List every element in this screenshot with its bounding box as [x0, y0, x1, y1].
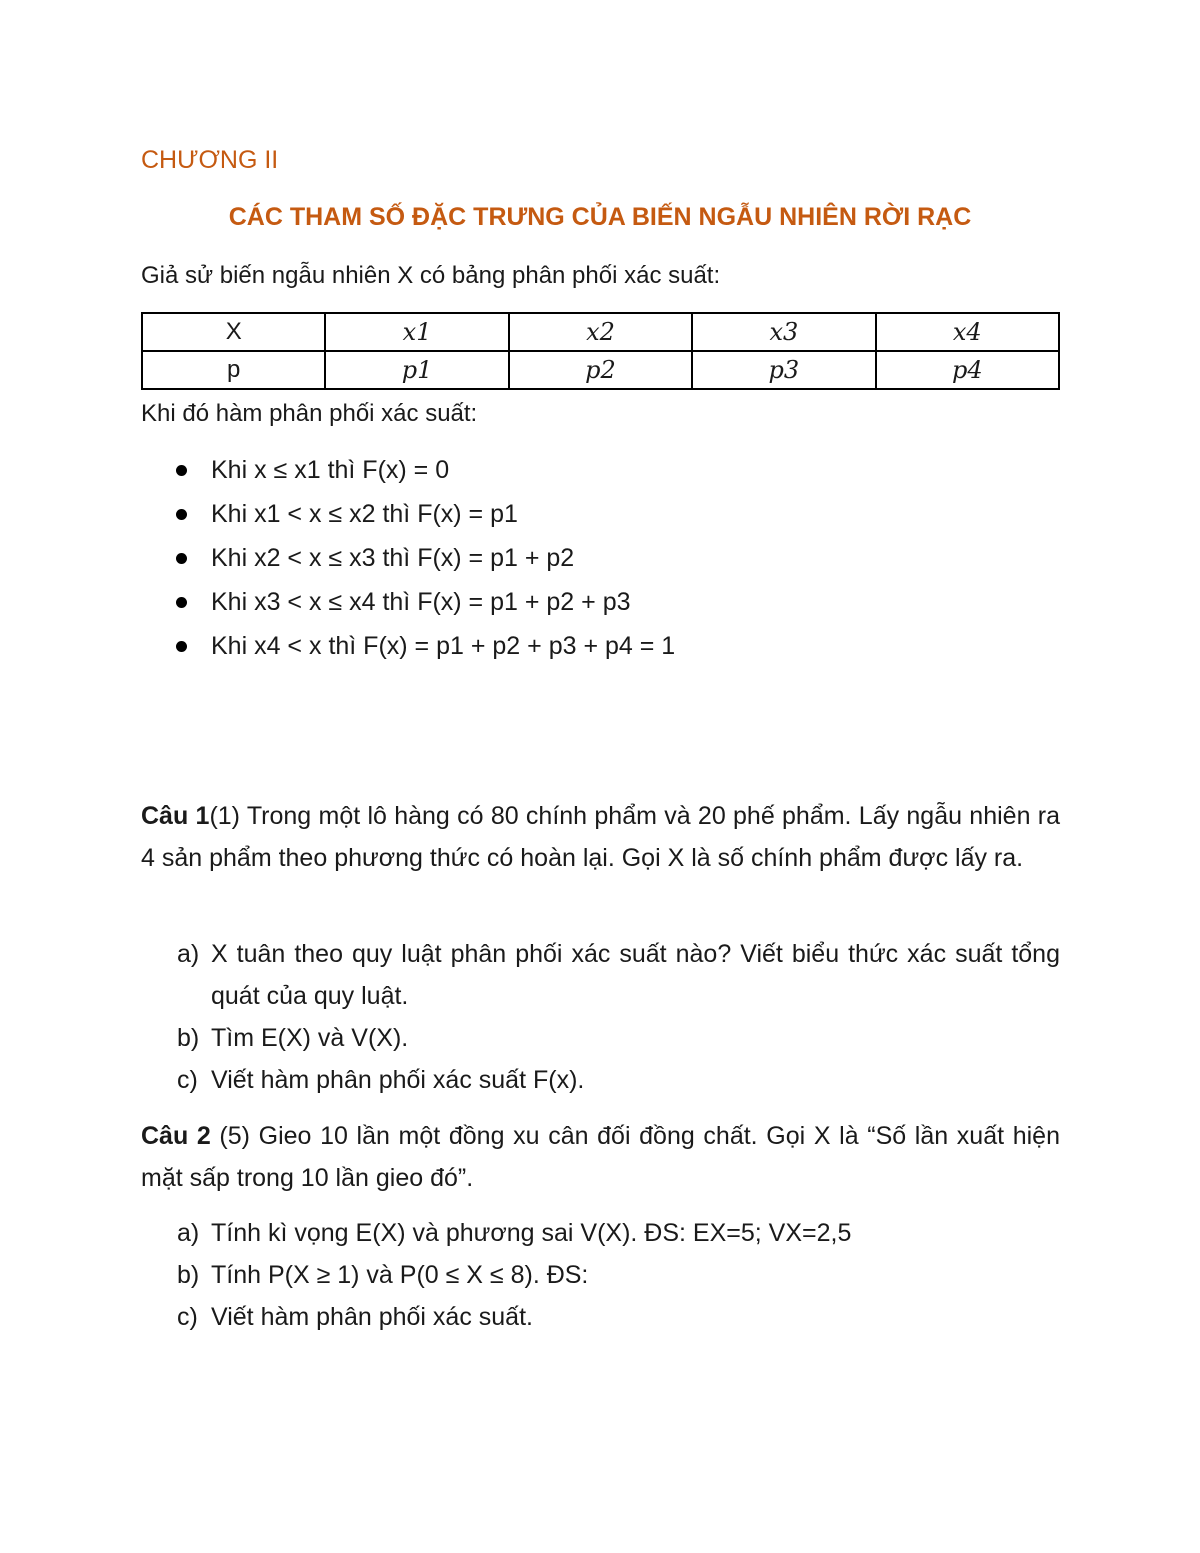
bullet-icon — [176, 509, 187, 520]
case-result: thì F(x) = 0 — [327, 456, 450, 484]
distribution-function-intro: Khi đó hàm phân phối xác suất: — [141, 400, 478, 427]
table-cell: p — [142, 351, 325, 389]
question-label: Câu 1 — [141, 802, 210, 830]
question-label: Câu 2 — [141, 1122, 211, 1150]
bullet-icon — [176, 465, 187, 476]
page-title: CÁC THAM SỐ ĐẶC TRƯNG CỦA BIẾN NGẪU NHIÊN RỜI RẠC — [228, 203, 972, 231]
case-condition: Khi x3 < x ≤ x4 — [211, 588, 376, 616]
table-cell: x3 — [692, 313, 875, 351]
question-2-parts — [141, 1212, 1060, 1338]
case-condition: Khi x ≤ x1 — [211, 456, 321, 484]
item-marker: a) — [177, 940, 200, 968]
table-cell: p1 — [325, 351, 508, 389]
chapter-heading: CHƯƠNG II — [141, 146, 279, 174]
case-result: thì F(x) = p1 + p2 — [382, 544, 575, 572]
question-text: (1) Trong một lô hàng có 80 chính phẩm và 20 phế phẩm. Lấy ngẫu nhiên ra 4 sản phẩm theo phương thức có hoàn lại. Gọi X là số chính phẩm được lấy ra. — [141, 802, 1060, 872]
item-text: Viết hàm phân phối xác suất F(x). — [211, 1066, 585, 1094]
list-item — [141, 1212, 1060, 1254]
table-row — [142, 313, 1059, 351]
table-cell: x4 — [876, 313, 1059, 351]
table-cell: p2 — [509, 351, 692, 389]
table-cell: x2 — [509, 313, 692, 351]
bullet-icon — [176, 597, 187, 608]
list-item — [141, 540, 675, 584]
table-cell: x1 — [325, 313, 508, 351]
table-cell: p4 — [876, 351, 1059, 389]
list-item — [141, 1254, 1060, 1296]
list-item — [141, 1296, 1060, 1338]
list-item — [141, 933, 1060, 1017]
item-marker: a) — [177, 1219, 200, 1247]
table-row — [142, 351, 1059, 389]
bullet-icon — [176, 641, 187, 652]
item-text: Tính kì vọng E(X) và phương sai V(X). ĐS: EX=5; VX=2,5 — [211, 1219, 852, 1247]
question-1 — [141, 795, 1060, 879]
list-item — [141, 452, 675, 496]
item-marker: b) — [177, 1024, 200, 1052]
question-text: (5) Gieo 10 lần một đồng xu cân đối đồng chất. Gọi X là “Số lần xuất hiện mặt sấp trong 10 lần gieo đó”. — [141, 1122, 1060, 1192]
case-result: thì F(x) = p1 + p2 + p3 + p4 = 1 — [328, 632, 676, 660]
item-text: Tìm E(X) và V(X). — [211, 1024, 409, 1052]
item-text: X tuân theo quy luật phân phối xác suất nào? Viết biểu thức xác suất tổng quát của quy luật. — [211, 940, 1060, 1010]
item-marker: c) — [177, 1303, 198, 1331]
item-text: Viết hàm phân phối xác suất. — [211, 1303, 533, 1331]
distribution-table — [141, 312, 1060, 390]
bullet-icon — [176, 553, 187, 564]
case-condition: Khi x4 < x — [211, 632, 322, 660]
case-result: thì F(x) = p1 + p2 + p3 — [382, 588, 631, 616]
distribution-cases-list — [141, 452, 675, 672]
intro-text: Giả sử biến ngẫu nhiên X có bảng phân phối xác suất: — [141, 262, 721, 289]
list-item — [141, 628, 675, 672]
case-condition: Khi x1 < x ≤ x2 — [211, 500, 376, 528]
list-item — [141, 584, 675, 628]
list-item — [141, 1017, 1060, 1059]
question-2 — [141, 1115, 1060, 1199]
case-condition: Khi x2 < x ≤ x3 — [211, 544, 376, 572]
table-cell: X — [142, 313, 325, 351]
question-1-parts — [141, 933, 1060, 1101]
item-marker: c) — [177, 1066, 198, 1094]
item-marker: b) — [177, 1261, 200, 1289]
case-result: thì F(x) = p1 — [382, 500, 518, 528]
list-item — [141, 1059, 1060, 1101]
table-cell: p3 — [692, 351, 875, 389]
list-item — [141, 496, 675, 540]
item-text: Tính P(X ≥ 1) và P(0 ≤ X ≤ 8). ĐS: — [211, 1261, 589, 1289]
